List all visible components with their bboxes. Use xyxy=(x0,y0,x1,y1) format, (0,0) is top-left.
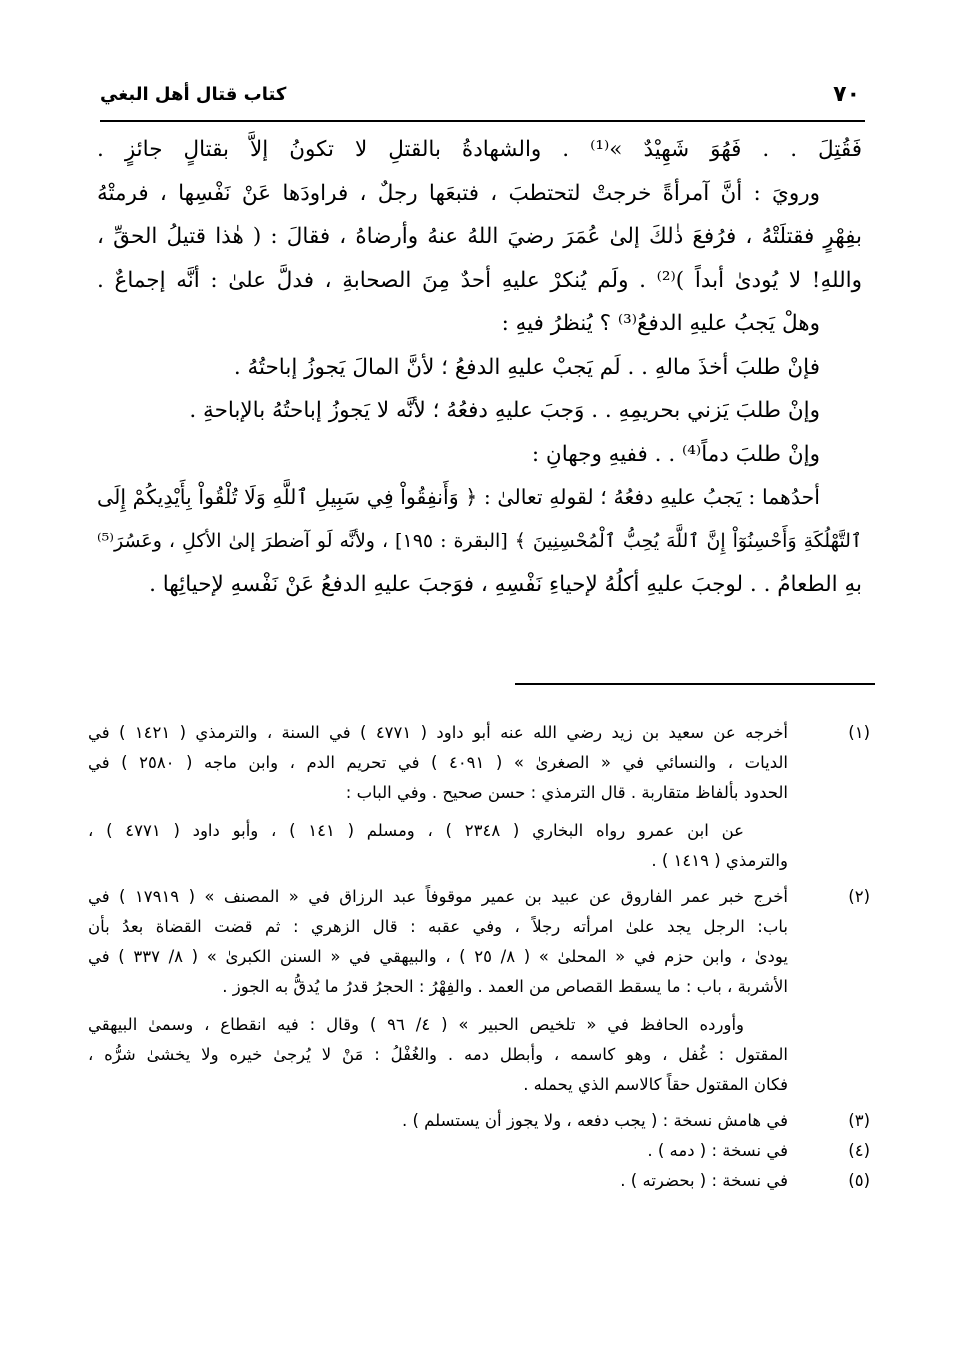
footnote-number: (١) xyxy=(848,723,870,742)
footnote-line: الحدود بألفاظ متقاربة . قال الترمذي : حسن صحيح . وفي الباب : xyxy=(345,783,788,802)
text-line: ٱلتَّهْلُكَةِ وَأَحْسِنُوٓاْ إِنَّ ٱللَّهَ يُحِبُّ ٱلْمُحْسِنِينَ ﴾ [البقرة : ١٩٥] ، ولأنَّه لَو آضطرَ إلىٰ الأكلِ ، وعَسُرَ⁽⁵⁾ xyxy=(97,529,862,552)
footnote-line: وأورده الحافظ في « تلخيص الحبير » ( ٤/ ٩٦ ) وقال : فيه انقطاع ، وسمىٰ البيهقي xyxy=(88,1015,744,1034)
footnote-line: في هامش نسخة : ( يجب دفعه ، ولا يجوز أن يستسلم ) . xyxy=(402,1111,788,1130)
footnote xyxy=(88,1136,870,1166)
footnotes xyxy=(88,718,870,1196)
footnote xyxy=(88,1106,870,1136)
text-line: فَقُتِلَ . . فَهُوَ شَهِيْدٌ »⁽¹⁾ . والشهادةُ بالقتلِ لا تكونُ إلاَّ بقتالٍ جائزٍ . xyxy=(97,137,862,162)
text-line: ورويَ : أنَّ آمرأةً خرجتْ لتحتطبَ ، فتبعَها رجلٌ ، فراودَها عَنْ نَفْسِها ، فرمتْهُ xyxy=(97,180,820,206)
footnote-line: أخرجه عن سعيد بن زيد رضي الله عنه أبو داود ( ٤٧٧١ ) في السنة ، والترمذي ( ١٤٢١ ) في xyxy=(88,723,788,742)
text-line: واللهِ! لا يُودىٰ أبداً )⁽²⁾ . ولَم يُنكرْ عليهِ أحدٌ مِنَ الصحابةِ ، فدلَّ علىٰ : أنَّه إجماعٌ . xyxy=(97,267,862,293)
page-header xyxy=(100,82,860,116)
text-line: فإنْ طلبَ أخذَ مالهِ . . لَم يَجبْ عليهِ الدفعُ ؛ لأنَّ المالَ يَجوزُ إباحتُهُ . xyxy=(233,354,820,380)
footnote-number: (٤) xyxy=(848,1141,870,1160)
text-line: وإنْ طلبَ يَزني بحريمِهِ . . وَجبَ عليهِ دفعُهُ ؛ لأنَّه لا يَجوزُ إباحتُهُ بالإباحةِ . xyxy=(189,398,820,423)
footnote-line: يودىٰ ، وابن حزم في « المحلىٰ » ( ٨/ ٢٥ ) ، والبيهقي في « السنن الكبرىٰ » ( ٨/ ٣٣٧ ) في xyxy=(88,947,788,966)
footnote-number: (٥) xyxy=(848,1171,870,1190)
footnote-number: (٢) xyxy=(848,887,870,906)
text-line: وهلْ يَجبُ عليهِ الدفعُ⁽³⁾ ؟ يُنظرُ فيهِ : xyxy=(501,311,820,336)
footnote-line: المقتول : غُفل ، وهو كاسمه ، وأبطل دمه . والغُفْلُ : مَنْ لا يُرجىٰ خيره ولا يخشىٰ شرُّه ، xyxy=(88,1045,788,1064)
footnote-number: (٣) xyxy=(848,1111,870,1130)
text-line: أحدُهما : يَجبُ عليهِ دفعُهُ ؛ لقولهِ تعالىٰ : ﴿ وَأَنفِقُواْ فِي سَبِيلِ ٱللَّهِ وَلَا تُلْقُواْ بِأَيْدِيكُمْ إِلَى xyxy=(97,485,820,509)
footnote-line: عن ابن عمرو رواه البخاري ( ٢٣٤٨ ) ، ومسلم ( ١٤١ ) ، وأبو داود ( ٤٧٧١ ) ، xyxy=(88,821,744,840)
footnote xyxy=(88,882,870,1100)
text-line: وإنْ طلبَ دماً⁽⁴⁾ . . ففيهِ وجهانِ : xyxy=(531,441,820,467)
footnote-separator xyxy=(515,683,875,685)
header-rule xyxy=(100,120,865,122)
footnote-line: فكان المقتول حقاً كالاسم الذي يحمله . xyxy=(523,1075,788,1094)
footnote-line: الأشربة ، باب : ما يسقط القصاص من العمد . والفِهْرُ : الحجرُ قدرُ ما يُدقُّ به الجوز . xyxy=(222,977,788,996)
footnote-line: في نسخة : ( بحضرته ) . xyxy=(620,1171,788,1190)
main-text xyxy=(97,128,862,607)
footnote-line: باب: الرجل يجد علىٰ امرأته رجلاً ، وفي عقبه : قال الزهري : ثم قضت القضاة بعدُ بأن xyxy=(88,917,788,936)
footnote-line: والترمذي ( ١٤١٩ ) . xyxy=(651,851,788,870)
page-number: ٧٠ xyxy=(833,82,860,107)
text-line: بهِ الطعامُ . . لوجبَ عليهِ أكلُهُ لإحياءِ نَفْسِهِ ، فوَجبَ عليهِ الدفعُ عَنْ نَفْسهِ لإحيائِها . xyxy=(149,572,862,597)
footnote-line: في نسخة : ( دمه ) . xyxy=(647,1141,788,1160)
text-line: بفِهْرٍ فقتلَتْهُ ، فرُفعَ ذٰلكَ إلىٰ عُمَرَ رضيَ اللهُ عنهُ وأرضاهُ ، فقالَ : ( هٰذا قتيلُ الحقِّ ، xyxy=(97,224,862,249)
footnote xyxy=(88,1166,870,1196)
footnote-line: أخرج خبر عمر الفاروق عن عبيد بن عمير موقوفاً عبد الرزاق في « المصنف » ( ١٧٩١٩ ) في xyxy=(88,887,788,906)
footnote xyxy=(88,718,870,876)
running-title: كتاب قتال أهل البغي xyxy=(100,84,287,105)
footnote-line: الديات ، والنسائي في « الصغرىٰ » ( ٤٠٩١ ) في تحريم الدم ، وابن ماجه ( ٢٥٨٠ ) في xyxy=(88,753,788,772)
